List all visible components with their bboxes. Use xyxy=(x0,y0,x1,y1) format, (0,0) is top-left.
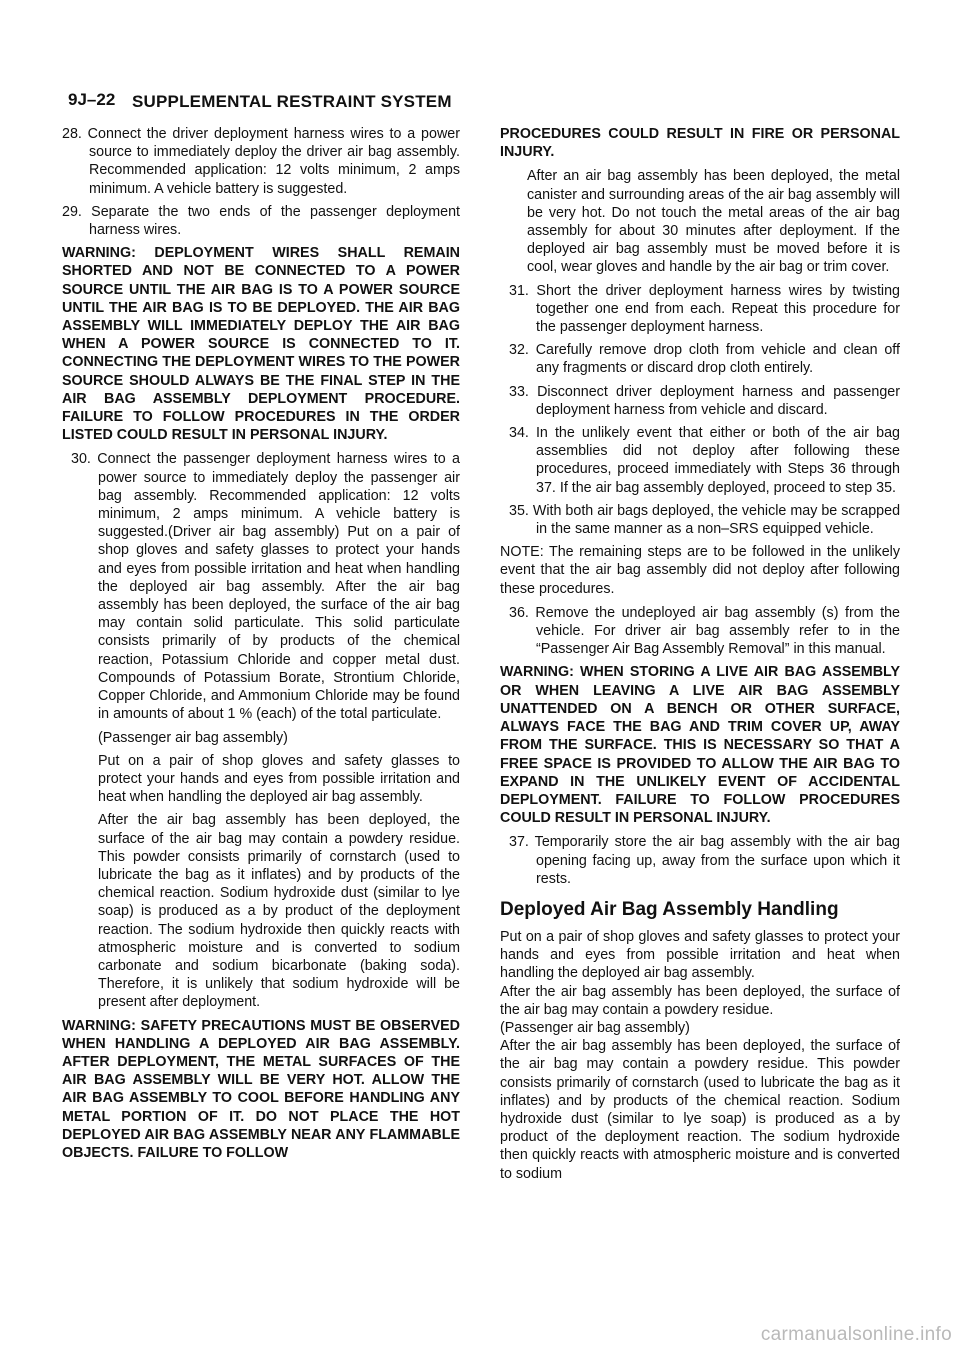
note-remaining-steps: NOTE: The remaining steps are to be followed in the unlikely event that the air bag assembly did not deploy after following these procedures. xyxy=(500,544,900,597)
watermark: carmanualsonline.info xyxy=(760,1324,952,1345)
step-29: 29. Separate the two ends of the passenger deployment harness wires. xyxy=(62,203,460,239)
step-35: 35. With both air bags deployed, the vehicle may be scrapped in the same manner as a non–SRS equipped vehicle. xyxy=(509,502,901,538)
warning-safety-precautions: WARNING: SAFETY PRECAUTIONS MUST BE OBSERVED WHEN HANDLING A DEPLOYED AIR BAG ASSEMBLY. AFTER DEPLOYMENT, THE METAL SURFACES OF THE AIR BAG ASSEMBLY WILL BE VERY HOT. ALLOW THE AIR BAG ASSEMBLY TO COOL BEFORE HANDLING ANY METAL PORTION OF IT. DO NOT PLACE THE HOT DEPLOYED AIR BAG ASSEMBLY NEAR ANY FLAMMABLE OBJECTS. FAILURE TO FOLLOW xyxy=(62,1017,460,1161)
step-37: 37. Temporarily store the air bag assembly with the air bag opening facing up, away from the surface upon which it rests. xyxy=(509,834,900,887)
step-30: 30. Connect the passenger deployment harness wires to a power source to immediately deploy the passenger air bag assembly. Recommended application: 12 volts minimum, 2 amps minimum. A vehicle battery is suggested.(Driver air bag assembly) Put on a pair of shop gloves and safety glasses to protect your hands and eyes from possible irritation and heat when handling the deployed air bag assembly. After the air bag assembly has been deployed, the surface of the air bag may contain solid particulate. This solid particulate consists primarily of by products of the chemical reaction, Potassium Chloride and copper metal dust. Compounds of Potassium Borate, Strontium Chloride, Copper Chloride, and Ammonium Chloride may be found in amounts of about 1 % (each) of the total particulate. xyxy=(71,451,460,723)
right-column xyxy=(500,125,900,1183)
after-deploy-text: After an air bag assembly has been deployed, the metal canister and surrounding areas of the air bag assembly will be very hot. Do not touch the metal areas of the air bag assembly for about 30 minutes after deployment. If the deployed air bag assembly must be moved before it is cool, wear gloves and handle by the air bag or trim cover. xyxy=(527,168,900,276)
handling-gloves-text: Put on a pair of shop gloves and safety glasses to protect your hands and eyes from possible irritation and heat when handling the deployed air bag assembly. xyxy=(500,928,900,982)
step-30-residue-text: After the air bag assembly has been deployed, the surface of the air bag may contain a powdery residue. This powder consists primarily of cornstarch (used to lubricate the bag as it inflates) and by products of the chemical reaction. Sodium hydroxide dust (similar to lye soap) is produced as a by product of the deployment reaction. The sodium hydroxide then quickly reacts with atmospheric moisture and is converted to sodium carbonate and sodium bicarbonate (baking soda). Therefore, it is unlikely that sodium hydroxide will be present after deployment. xyxy=(98,812,460,1011)
step-30-passenger-label: (Passenger air bag assembly) xyxy=(98,729,288,746)
step-32: 32. Carefully remove drop cloth from vehicle and clean off any fragments or discard drop cloth entirely. xyxy=(509,342,900,377)
section-heading: Deployed Air Bag Assembly Handling xyxy=(500,898,839,920)
warning-storing-live-airbag: WARNING: WHEN STORING A LIVE AIR BAG ASSEMBLY OR WHEN LEAVING A LIVE AIR BAG ASSEMBLY UNATTENDED ON A BENCH OR OTHER SURFACE, ALWAYS FACE THE BAG AND TRIM COVER UP, AWAY FROM THE SURFACE. THIS IS NECESSARY SO THAT A FREE SPACE IS PROVIDED TO ALLOW THE AIR BAG TO EXPAND IN THE UNLIKELY EVENT OF ACCIDENTAL DEPLOYMENT. FAILURE TO FOLLOW PROCEDURES COULD RESULT IN PERSONAL INJURY. xyxy=(500,664,900,827)
left-column xyxy=(62,125,460,1168)
page-number: 9J–22 xyxy=(68,90,116,109)
section-title: SUPPLEMENTAL RESTRAINT SYSTEM xyxy=(132,92,452,111)
warning-deployment-wires: WARNING: DEPLOYMENT WIRES SHALL REMAIN SHORTED AND NOT BE CONNECTED TO A POWER SOURCE UNTIL THE AIR BAG IS TO A POWER SOURCE UNTIL THE AIR BAG IS TO BE DEPLOYED. THE AIR BAG ASSEMBLY WILL IMMEDIATELY DEPLOY THE AIR BAG WHEN A POWER SOURCE IS CONNECTED TO IT. CONNECTING THE DEPLOYMENT WIRES TO THE POWER SOURCE SHOULD ALWAYS BE THE FINAL STEP IN THE AIR BAG ASSEMBLY DEPLOYMENT PROCEDURE. FAILURE TO FOLLOW PROCEDURES IN THE ORDER LISTED COULD RESULT IN PERSONAL INJURY. xyxy=(62,245,460,444)
step-31: 31. Short the driver deployment harness wires by twisting together one end from each. Repeat this procedure for the passenger deployment harness. xyxy=(509,282,900,336)
step-28: 28. Connect the driver deployment harness wires to a power source to immediately deploy the driver air bag assembly. Recommended application: 12 volts minimum, 2 amps minimum. A vehicle battery is suggested. xyxy=(62,126,460,197)
warning-safety-precautions-cont: PROCEDURES COULD RESULT IN FIRE OR PERSONAL INJURY. xyxy=(500,126,900,161)
handling-residue-text: After the air bag assembly has been deployed, the surface of the air bag may contain a powdery residue. xyxy=(500,983,900,1018)
step-34: 34. In the unlikely event that either or both of the air bag assemblies did not deploy after following these procedures, proceed immediately with Steps 36 through 37. If the air bag assembly deployed, proceed to step 35. xyxy=(509,425,900,496)
handling-cornstarch-text: After the air bag assembly has been deployed, the surface of the air bag may contain a powdery residue. This powder consists primarily of cornstarch (used to lubricate the bag as it inflates) and by products of the chemical reaction. Sodium hydroxide dust (similar to lye soap) is produced as a by product of the deployment reaction. The sodium hydroxide then quickly reacts with atmospheric moisture and is converted to sodium xyxy=(500,1038,900,1182)
page-header xyxy=(68,90,468,114)
step-33: 33. Disconnect driver deployment harness and passenger deployment harness from vehicle and discard. xyxy=(509,383,900,418)
handling-passenger-label: (Passenger air bag assembly) xyxy=(500,1019,690,1036)
step-36: 36. Remove the undeployed air bag assembly (s) from the vehicle. For driver air bag assembly refer to in the “Passenger Air Bag Assembly Removal” in this manual. xyxy=(509,604,900,658)
step-30-gloves-text: Put on a pair of shop gloves and safety glasses to protect your hands and eyes from possible irritation and heat when handling the deployed air bag assembly. xyxy=(98,752,460,806)
